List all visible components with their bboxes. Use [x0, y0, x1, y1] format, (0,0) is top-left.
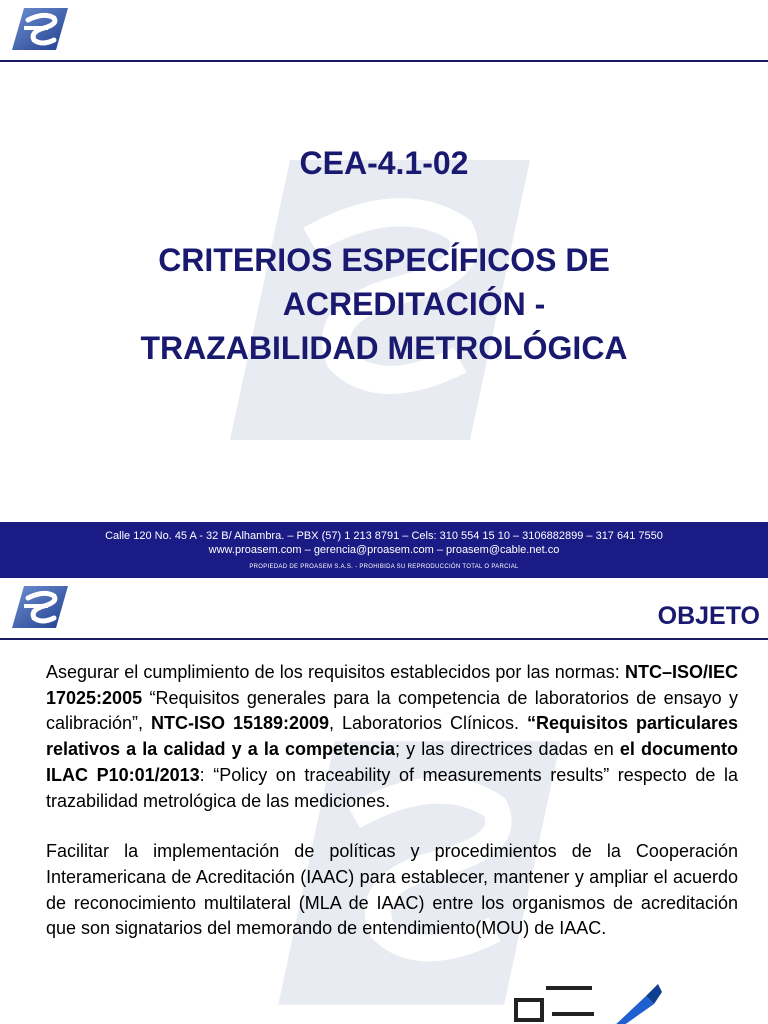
p1-bold-4: el documento ILAC P10:01/2013 — [46, 739, 739, 785]
p1-bold-2: NTC-ISO 15189:2009 — [151, 713, 330, 734]
footer-notice: PROPIEDAD DE PROASEM S.A.S. - PROHIBIDA SU REPRODUCCIÓN TOTAL O PARCIAL — [249, 564, 519, 570]
p1-bold-1: NTC–ISO/IEC 17025:2005 — [46, 662, 738, 708]
p1-text-2: “Requisitos generales para la competencia de laboratorios de ensayo y calibración”, — [46, 687, 738, 734]
p1-text-3: , Laboratorios Clínicos. — [329, 713, 527, 734]
proasem-logo-icon — [4, 4, 72, 54]
p1-text-4: ; y las directrices dadas en — [395, 739, 620, 760]
footer-contact — [0, 529, 768, 557]
title-line-2: ACREDITACIÓN - — [282, 286, 546, 322]
objective-slide — [0, 578, 768, 1024]
document-title — [0, 238, 768, 370]
objective-paragraph-2: Facilitar la implementación de políticas y procedimientos de la Cooperación Interamericana de Acreditación (IAAC) para establecer, mantener y ampliar el acuerdo de reconocimiento multilateral (MLA de IAAC) entre los organismos de acreditación que son signatarios del memorando de entendimiento(MOU) de IAAC. — [46, 841, 738, 939]
body-text — [46, 660, 738, 967]
p1-text-5: : “Policy on traceability of measurements results” respecto de la trazabilidad metrológica de las mediciones. — [46, 764, 738, 811]
title-line-3: TRAZABILIDAD METROLÓGICA — [140, 330, 628, 366]
p1-text-1: Asegurar el cumplimiento de los requisitos establecidos por las normas: — [46, 662, 625, 682]
header-rule — [0, 638, 768, 640]
footer-web: www.proasem.com – gerencia@proasem.com – proasem@cable.net.co — [208, 544, 560, 556]
footer-address: Calle 120 No. 45 A - 32 B/ Alhambra. – PBX (57) 1 213 8791 – Cels: 310 554 15 10 – 3106882899 – 317 641 7550 — [105, 530, 663, 542]
title-line-1: CRITERIOS ESPECÍFICOS DE — [158, 242, 610, 278]
p1-bold-3: “Requisitos particulares relativos a la calidad y a la competencia — [46, 713, 738, 760]
document-code: CEA-4.1-02 — [299, 145, 469, 181]
objective-paragraph-1 — [46, 660, 738, 814]
checklist-pen-icon — [512, 978, 662, 1024]
header-rule — [0, 60, 768, 62]
footer-band — [0, 522, 768, 578]
section-title: OBJETO — [657, 602, 760, 630]
proasem-logo-icon — [4, 582, 72, 632]
